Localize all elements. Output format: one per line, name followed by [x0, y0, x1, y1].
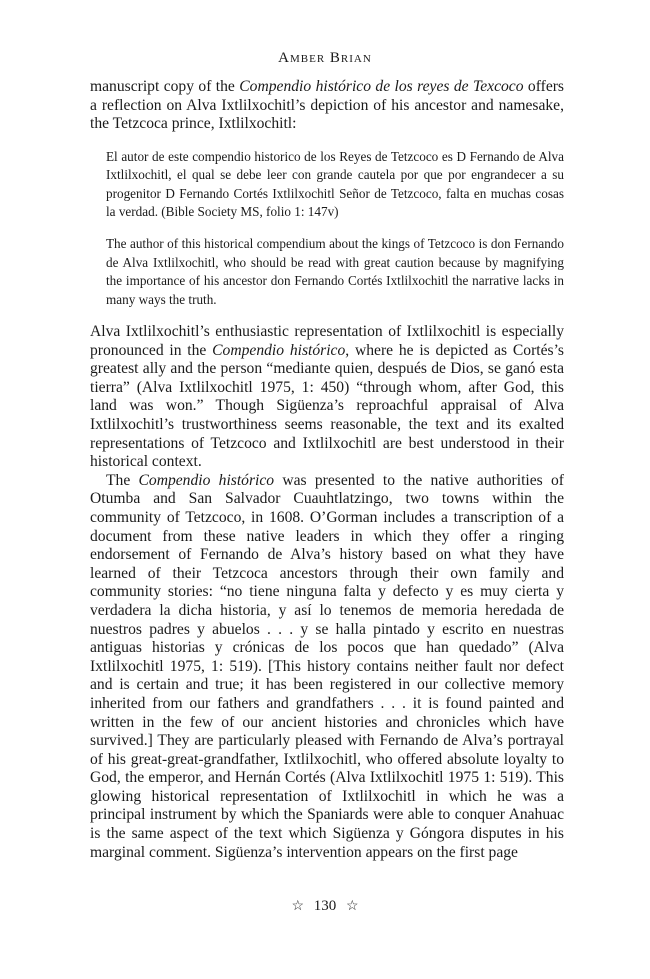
star-ornament-left-icon: ☆ — [291, 899, 304, 914]
italic-title-text: Compendio histórico de los reyes de Texcoco — [239, 78, 524, 95]
paragraph-enthusiastic-representation — [90, 323, 564, 472]
text-run: was presented to the native authorities of Otumba and San Salvador Cuauhtlatzingo, two towns within the community of Tetzcoco, in 1608. O’Gorman includes a transcription of a document from these native leaders in which they offer a ringing endorsement of Fernando de Alva’s history based on what they have learned of their Tetzcoca ancestors through their own family and community stories: “no tiene ninguna falta y defecto y es muy cierta y verdadera la dicha historia, y así lo tenemos de memoria heredada de nuestros padres y abuelos . . . y se halla pintado y escrito en nuestras antiguas historias y crónicas de los pocos que han quedado” (Alva Ixtlilxochitl 1975, 1: 519). [This history contains neither fault nor defect and is certain and true; it has been registered in our collective memory inherited from our fathers and grandfathers . . . it is found painted and written in the few of our ancient histories and chronicles which have survived.] They are particularly pleased with Fernando de Alva’s portrayal of his great-great-grandfather, Ixtlilxochitl, who offered absolute loyalty to God, the emperor, and Hernán Cortés (Alva Ixtlilxochitl 1975 1: 519). This glowing historical representation of Ixtlilxochitl in which he was a principal instrument by which the Spaniards were able to conquer Anahuac is the same aspect of the text which Sigüenza y Góngora disputes in his marginal comment. Sigüenza’s intervention appears on the first page — [90, 471, 564, 861]
paragraph-intro — [90, 78, 564, 134]
page-number: 130 — [313, 898, 337, 914]
quote-spanish: El autor de este compendio historico de los Reyes de Tetzcoco es D Fernando de Alva Ixtlilxochitl, el qual se debe leer con grande cautela por que por engrandecer a su progenitor D Fernando Cortés Ixtlilxochitl Señor de Tetzcoco, falta en muchas cosas la verdad. (Bible Society MS, folio 1: 147v) — [106, 148, 564, 219]
italic-title-text: Compendio histórico — [212, 341, 346, 359]
text-run: manuscript copy of the — [90, 78, 240, 95]
block-quotation — [106, 148, 564, 309]
quote-english-translation: The author of this historical compendium about the kings of Tetzcoco is don Fernando de Alva Ixtlilxochitl, who should be read with great caution because by magnifying the importance of his ancestor don Fernando Cortés Ixtlilxochitl the narrative lacks in many ways the truth. — [106, 236, 564, 307]
page-folio — [0, 898, 650, 915]
text-run: , where he is depicted as Cortés’s greatest ally and the person “mediante quien, después de Dios, se ganó esta tierra” (Alva Ixtlilxochitl 1975, 1: 450) “through whom, after God, this land was won.” Though Sigüenza’s reproachful appraisal of Alva Ixtlilxochitl’s trustworthiness seems reasonable, the text and its exalted representations of Tetzcoco and Ixtlilxochitl are best understood in their historical context. — [90, 341, 564, 471]
paragraph-compendio-presented — [90, 472, 564, 862]
text-run: The — [106, 471, 139, 489]
text-run: offers a reflection on Alva Ixtlilxochitl’s depiction of his ancestor and namesake, the Tetzcoca prince, Ixtlilxochitl: — [90, 78, 565, 133]
text-run: Alva Ixtlilxochitl’s enthusiastic representation of Ixtlilxochitl is especially pronounced in the — [90, 323, 564, 359]
page-body — [90, 78, 564, 862]
running-head: Amber Brian — [278, 50, 372, 66]
star-ornament-right-icon: ☆ — [346, 899, 359, 914]
italic-title-text: Compendio histórico — [138, 471, 275, 489]
